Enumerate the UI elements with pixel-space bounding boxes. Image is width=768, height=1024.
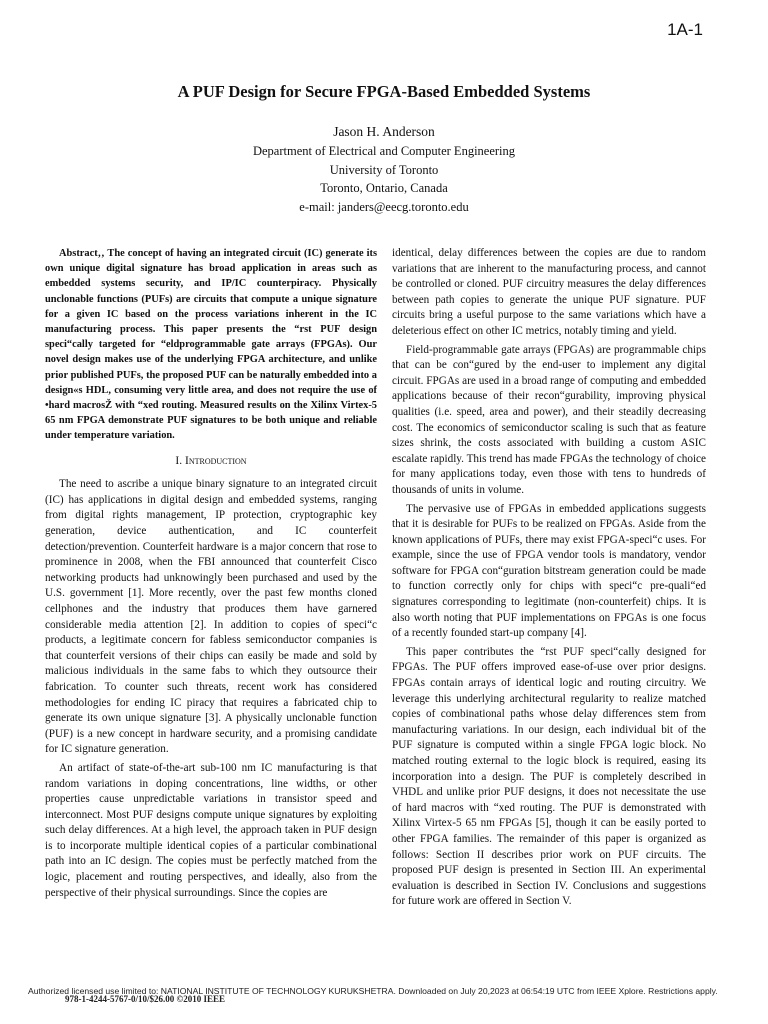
author-email: e-mail: janders@eecg.toronto.edu [299, 199, 469, 214]
paper-title: A PUF Design for Secure FPGA-Based Embedded Systems [177, 82, 591, 101]
body-paragraph: An artifact of state-of-the-art sub-100 nm IC manufacturing is that random variations in doping concentrations, line widths, or other properties cause unpredictable variations in transistor speed and interconnect. Most PUF designs compute unique signatures by exploiting such delay differences. At a high level, the approach taken in PUF design is to incorporate multiple identical copies of a particular combinational path into an IC design. The copies must be perfectly matched from the logic, placement and routing perspectives, and ideally, also from the perspective of their physical surroundings. Since the copies are [45, 761, 377, 899]
license-note: Authorized licensed use limited to: NATIONAL INSTITUTE OF TECHNOLOGY KURUKSHETRA. Downloaded on July 20,2023 at 06:54:19 UTC from IEEE Xplore. Restrictions apply. [28, 986, 718, 996]
section-heading: I. Introduction [175, 454, 247, 467]
body-paragraph: Field-programmable gate arrays (FPGAs) are programmable chips that can be con“gured by the end-user to implement any digital circuit. FPGAs are used in a broad range of computing and embedded applications because of their recon“gurability, improving physical qualities (i.e. speed, area and power), and their steadily decreasing cost. The economics of semiconductor scaling is such that as feature sizes shrink, the costs associated with building a custom ASIC escalate rapidly. This trend has made FPGAs the technology of choice for many applications today, even those with tens to hundreds of thousands of units in volume. [392, 343, 706, 496]
author-department: Department of Electrical and Computer Engineering [252, 144, 516, 158]
body-paragraph: This paper contributes the “rst PUF speci“cally designed for FPGAs. The PUF offers improved ease-of-use over prior designs. FPGAs contain arrays of identical logic and routing circuitry. We leverage this underlying architectural regularity to realize matched copies of combinational paths whose delay differences stem from manufacturing variations. In our design, each individual bit of the PUF signature is computed within a single FPGA logic block. No matched routing external to the logic block is required, easing its incorporation into a design. The PUF is completely described in VHDL and unlike prior PUF designs, it does not necessitate the use of hard macros with “xed routing. The PUF is demonstrated with Xilinx Virtex-5 65 nm FPGAs [5], though it can be easily ported to other FPGA families. The remainder of this paper is organized as follows: Section II describes prior work on PUF circuits. The proposed PUF design is presented in Section III. An experimental evaluation is described in Section IV. Conclusions and suggestions for future work are offered in Section V. [392, 645, 706, 908]
author-name: Jason H. Anderson [333, 124, 435, 139]
abstract: Abstract‚‚ The concept of having an integrated circuit (IC) generate its own unique digital signature has broad application in areas such as embedded systems security, and IP/IC counterpiracy. Physically unclonable functions (PUFs) are circuits that compute a unique signature for a given IC based on the process variations inherent in the IC manufacturing process. This paper presents the “rst PUF design speci“cally targeted for “eldprogrammable gate arrays (FPGAs). Our novel design makes use of the underlying FPGA architecture, and unlike prior published PUFs, the proposed PUF can be naturally embedded into a design«s HDL, consuming very little area, and does not require the use of •hard macrosŽ with “xed routing. Measured results on the Xilinx Virtex-5 65 nm FPGA demonstrate PUF signatures to be both unique and reliable under temperature variation. [45, 248, 377, 442]
right-column [392, 246, 706, 913]
page-number: 1A-1 [667, 20, 703, 39]
author-location: Toronto, Ontario, Canada [320, 181, 448, 195]
body-paragraph: identical, delay differences between the copies are due to random variations that are inherent to the manufacturing process, and cannot be controlled or cloned. PUF circuitry measures the delay differences between path copies to generate the unique PUF signature. PUF circuits bring a useful purpose to the same variations which have a deleterious effect on other IC metrics, notably timing and yield. [392, 247, 706, 337]
body-paragraph: The need to ascribe a unique binary signature to an integrated circuit (IC) has applications in digital design and embedded systems, ranging from digital rights management, IP protection, cryptographic key generation, device authentication, and IC counterfeit detection/prevention. Counterfeit hardware is a major concern that rose to prominence in 2008, when the FBI announced that counterfeit Cisco networking products had unknowingly been purchased and used by the U.S. government [1]. More recently, over the past few months cloned cellphones and the industry that produces them have garnered considerable media attention [2]. In addition to copies of speci“c products, a legitimate concern for fabless semiconductor companies is that counterfeit versions of their chips can easily be made and sold by malicious individuals in the same fabs to which they outsource their fabrication. To counter such threats, recent work has considered methodologies for ending IC piracy that requires a fabricated chip to generate its own unique signature [3]. A physically unclonable function (PUF) is a new concept in hardware security, and a promising candidate for IC signature generation. [45, 478, 377, 756]
isbn-line: 978-1-4244-5767-0/10/$26.00 ©2010 IEEE [65, 994, 225, 1004]
author-block [0, 122, 768, 216]
author-university: University of Toronto [329, 162, 439, 177]
body-paragraph: The pervasive use of FPGAs in embedded applications suggests that it is desirable for PUFs to be realized on FPGAs. Aside from the known applications of PUFs, there may exist FPGA-speci“c uses. For example, since the use of FPGA vendor tools is mandatory, vendor software for FPGA con“guration bitstream generation could be made to function correctly only for chips with speci“c pre-quali“ed signatures corresponding to legitimate (non-counterfeit) chips. It is also worth noting that PUF implementations on FPGAs is one focus of a recently founded start-up company [4]. [392, 502, 706, 640]
left-column [45, 246, 377, 904]
